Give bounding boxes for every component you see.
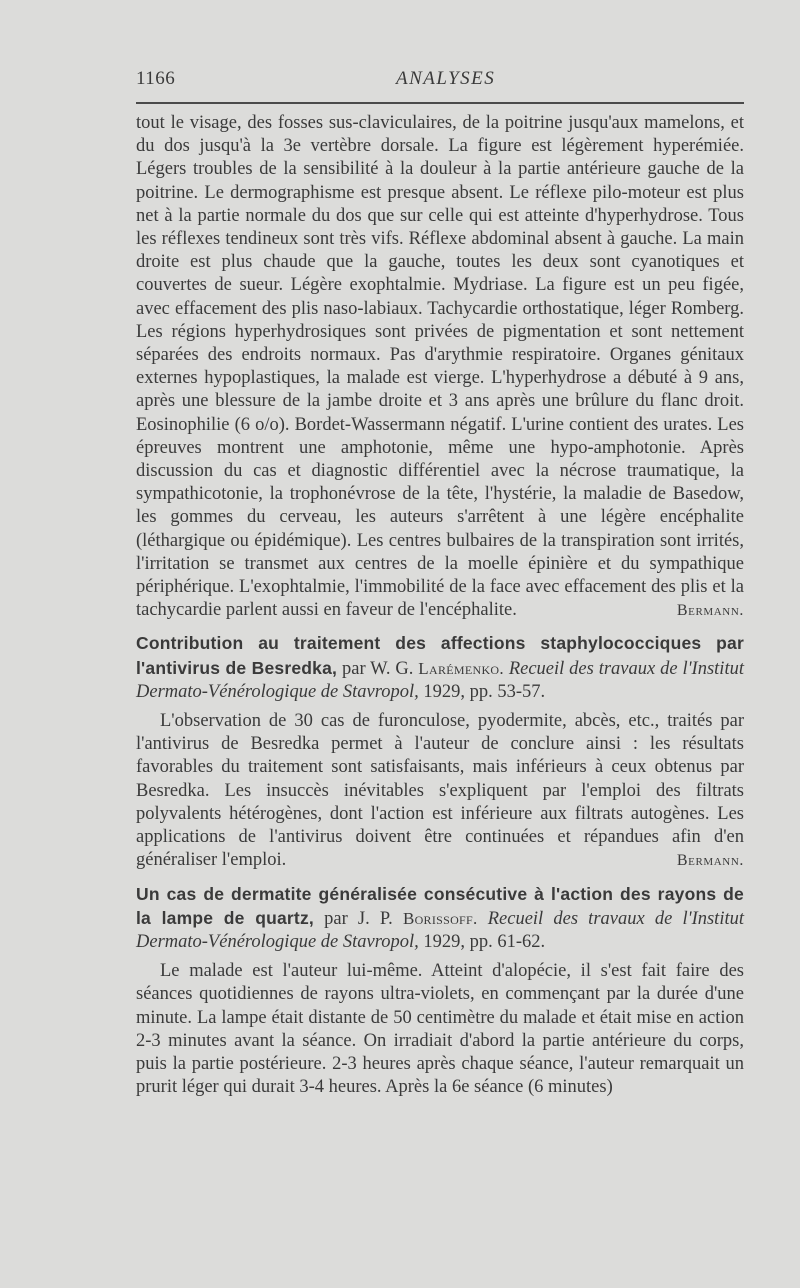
article-title: Contribution au traitement des affections staphylococciques par l'antivirus de Besredka, (136, 633, 744, 678)
paragraph (136, 710, 744, 872)
paragraph-continued (136, 112, 744, 622)
signature: Bermann. (676, 852, 744, 870)
page-header (136, 68, 744, 96)
header-rule (136, 102, 744, 104)
article-reference: 1929, pp. 61-62. (418, 931, 546, 952)
article-entry-heading (136, 883, 744, 955)
paragraph-text: tout le visage, des fosses sus-claviculaires, de la poitrine jusqu'aux mamelons, et du dos jusqu'à la 3e vertèbre dorsale. La figure est légèrement hyperémiée. Légers troubles de la sensibilité à la douleur à la partie antérieure gauche de la poitrine. Le dermographisme est presque absent. Le réflexe pilo-moteur est plus net à la partie normale du dos que sur celle qui est atteinte d'hyperhydrose. Tous les réflexes tendineux sont très vifs. Réflexe abdominal absent à gauche. La main droite est plus chaude que la gauche, toutes les deux sont cyanotiques et couvertes de sueur. Légère exophtalmie. Mydriase. La figure est un peu figée, avec effacement des plis naso-labiaux. Tachycardie orthostatique, léger Romberg. Les régions hyperhydrosiques sont privées de pigmentation et sont nettement séparées des endroits normaux. Pas d'arythmie respiratoire. Organes génitaux externes hypoplastiques, la malade est vierge. L'hyperhydrose a débuté à 9 ans, après une blessure de la jambe droite et 3 ans après une brûlure du flanc droit. Eosinophilie (6 o/o). Bordet-Wassermann négatif. L'urine contient des urates. Les épreuves montrent une amphotonie, même une hypo-amphotonie. Après discussion du cas et diagnostic différentiel avec la nécrose traumatique, la sympathicotonie, la trophonévrose de la tête, l'hystérie, la maladie de Basedow, les gommes du cerveau, les auteurs s'arrêtent à une légère encéphalite (léthargique ou épidémique). Les centres bulbaires de la transpiration sont irrités, l'irritation se transmet aux centres de la moelle épinière et du sympathique périphérique. L'exophtalmie, l'immobilité de la face avec effacement des plis et la tachycardie parlent aussi en faveur de l'encéphalite. (136, 113, 744, 621)
article-source: Recueil des travaux de l'Institut Dermato-Vénérologique de Stavropol, (136, 908, 744, 952)
running-title: ANALYSES (396, 68, 496, 89)
paragraph-text: Le malade est l'auteur lui-même. Atteint d'alopécie, il s'est fait faire des séances quotidiennes de rayons ultra-violets, en commençant par la durée d'une minute. La lampe était distante de 50 centimètre du malade et était mise en action 2-3 minutes avant la séance. On irradiait d'abord la partie antérieure du corps, puis la partie postérieure. 2-3 heures après chaque séance, l'auteur remarquait un prurit léger qui durait 3-4 heures. Après la 6e séance (6 minutes) (136, 961, 744, 1098)
article-author: Borissoff. (402, 908, 478, 928)
page-number: 1166 (136, 68, 176, 89)
paragraph-text: L'observation de 30 cas de furonculose, pyodermite, abcès, etc., traités par l'antivirus de Besredka permet à l'auteur de conclure ainsi : les résultats favorables du traitement sont satisfaisants, mais inférieurs à ceux obtenus par Besredka. Les insuccès inévitables s'expliquent par l'emploi des filtrats polyvalents hétérogènes, dont l'action est inférieure aux filtrats autogènes. Les applications de l'antivirus doivent être continuées et répandues afin d'en généraliser l'emploi. (136, 711, 744, 871)
article-reference: 1929, pp. 53-57. (418, 681, 546, 702)
page-body (136, 112, 744, 1099)
article-author: Larémenko. (418, 658, 504, 678)
article-by: par J. P. (313, 908, 403, 929)
signature: Bermann. (676, 602, 744, 620)
article-title: Un cas de dermatite généralisée consécutive à l'action des rayons de la lampe de quartz, (136, 883, 744, 928)
article-entry-heading (136, 632, 744, 704)
paragraph (136, 960, 744, 1099)
article-source: Recueil des travaux de l'Institut Dermato-Vénérologique de Stavropol, (136, 658, 744, 702)
article-by: par W. G. (337, 658, 419, 679)
